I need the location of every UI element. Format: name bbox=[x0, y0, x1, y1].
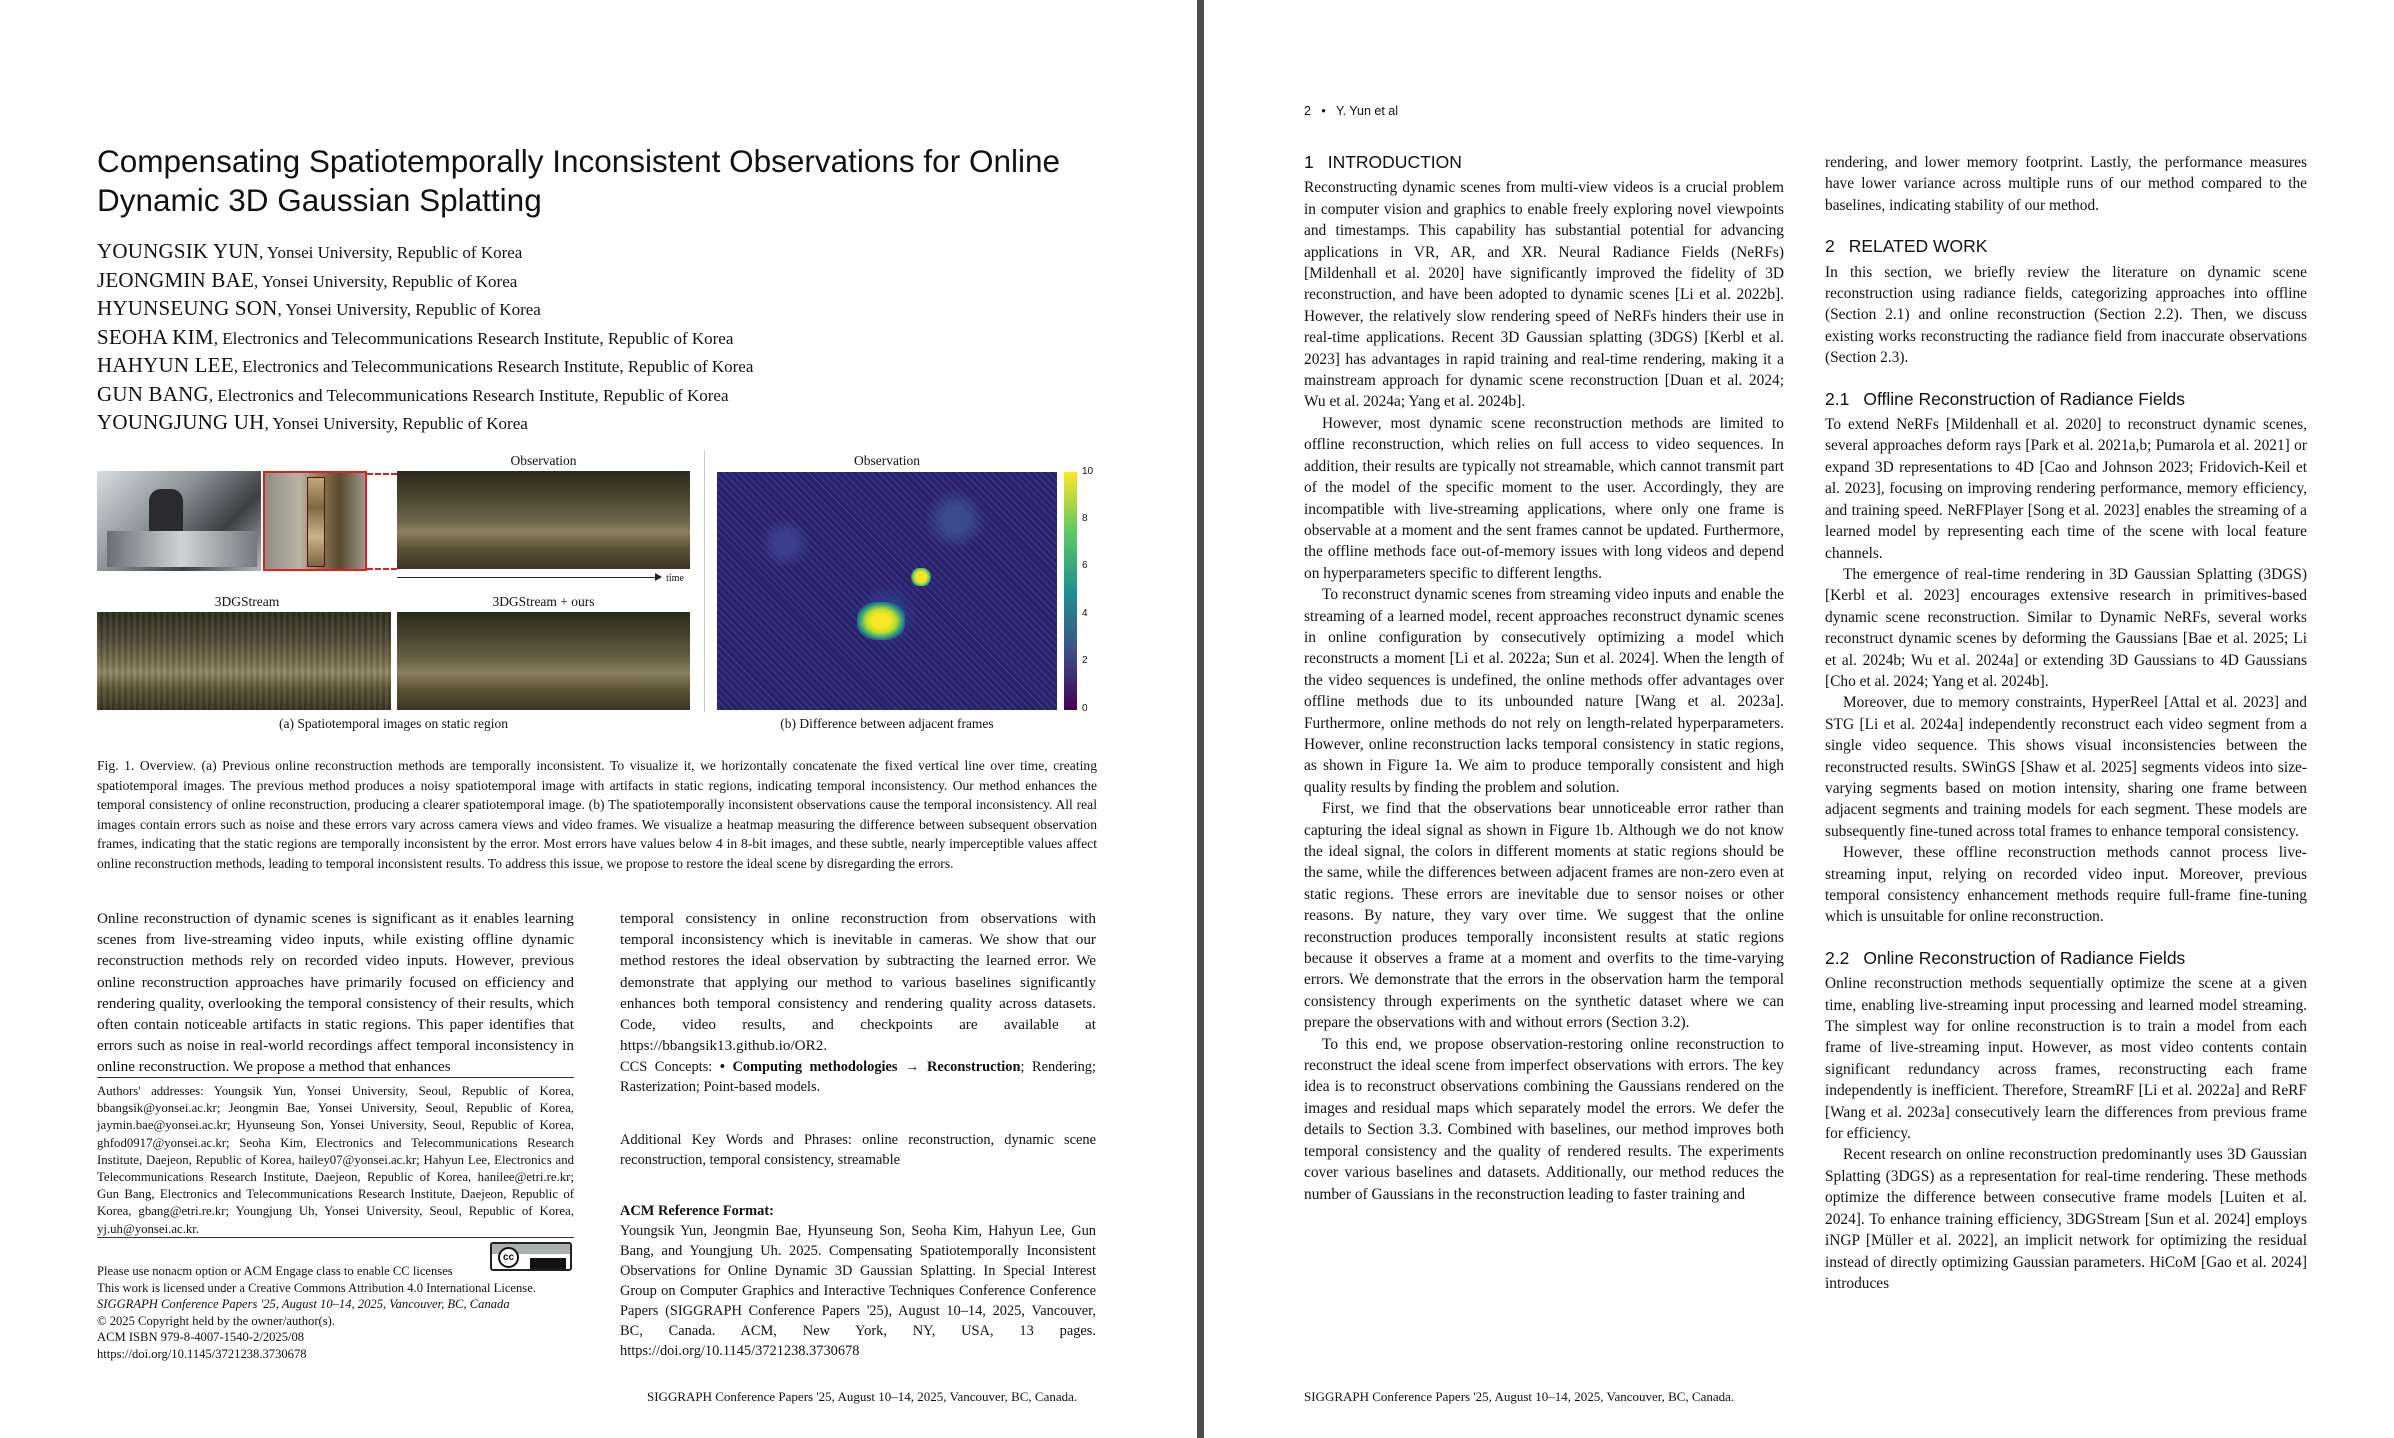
subcaption-a: (a) Spatiotemporal images on static region bbox=[278, 716, 509, 731]
author-entry bbox=[97, 295, 1107, 324]
section-number: 1 bbox=[1304, 152, 1314, 172]
paragraph: Moreover, due to memory constraints, HyperReel [Attal et al. 2023] and STG [Li et al. 2024a] independently reconstruct each video segment from a single video sequence. This shows visual inconsistencies between the reconstructed results. SWinGS [Shaw et al. 2025] segments videos into size-varying segments based on motion intensity, sharing one frame between adjacent segments and training models for each segment. These models are subsequently fine-tuned across total frames to enhance temporal consistency. bbox=[1825, 694, 2307, 840]
paragraph: First, we find that the observations bear unnoticeable error rather than capturing the ideal signal as shown in Figure 1b. Although we do not know the ideal signal, the colors in different moments at static regions should be the same, while the differences between adjacent frames are non-zero even at static regions. These errors are inevitable due to sensor noises or other reasons. By nature, they vary over time. We suggest that the online reconstruction produces temporally inconsistent results at static regions because it observes a frame at a moment and overfits to the time-varying errors. We demonstrate that the errors in the observation harm the temporal consistency through experiments on the synthetic dataset where we can prepare the observations with and without errors (Section 3.2). bbox=[1304, 800, 1784, 1032]
page2-footer: SIGGRAPH Conference Papers '25, August 10–14, 2025, Vancouver, BC, Canada. bbox=[1304, 1389, 1735, 1404]
license-block bbox=[97, 1263, 597, 1363]
running-header: 2 • Y. Yun et al bbox=[1304, 104, 1399, 118]
ccs-label: CCS Concepts: bbox=[620, 1059, 720, 1075]
spacer bbox=[1825, 216, 2307, 236]
section-title: INTRODUCTION bbox=[1327, 152, 1462, 172]
section-number: 2.1 bbox=[1825, 388, 1850, 409]
license-rule bbox=[97, 1237, 574, 1238]
author-entry bbox=[97, 238, 1107, 267]
subsection-heading-2-2 bbox=[1825, 948, 2307, 969]
section-heading-intro bbox=[1304, 152, 1784, 173]
ccs-rest: ; Rendering; Rasterization; Point-based models. bbox=[620, 1059, 1097, 1095]
abstract-right: temporal consistency in online reconstruction from observations with temporal inconsistency which is inevitable in cameras. We show that our method restores the ideal observation by subtracting the learned error. We demonstrate that applying our method to various baselines significantly enhances both temporal consistency and rendering quality across datasets. Code, video results, and checkpoints are available at https://bbangsik13.github.io/OR2. bbox=[620, 910, 1096, 1055]
paragraph: To extend NeRFs [Mildenhall et al. 2020] to reconstruct dynamic scenes, several approaches deform rays [Park et al. 2021a,b; Pumarola et al. 2021] or expand 3D representations to 4D [Cao and Johnson 2023; Fridovich-Keil et al. 2023], focusing on improving rendering performance, memory efficiency, and training speed. NeRFPlayer [Song et al. 2023] enables the streaming of a learned model by representing each time of the scene with local feature channels. bbox=[1825, 416, 2307, 562]
heatmap-highlight bbox=[857, 602, 905, 640]
section-title: RELATED WORK bbox=[1848, 236, 1988, 257]
license-line: This work is licensed under a Creative Commons Attribution 4.0 International License. bbox=[97, 1280, 536, 1295]
author-affiliation: , Electronics and Telecommunications Research Institute, Republic of Korea bbox=[233, 357, 754, 376]
3dgstream-ours-label: 3DGStream + ours bbox=[492, 594, 595, 609]
section-number: 2 bbox=[1825, 236, 1835, 257]
zoom-connector-line bbox=[367, 568, 397, 570]
paragraph: Online reconstruction methods sequentially optimize the scene at a given time, enabling live-streaming input processing and learned model streaming. The simplest way for online reconstruction is to train a model from each frame of live-streaming input. However, as most video contents contain significant redundancy across frames, reconstructing each frame independently is inefficient. Therefore, StreamRF [Li et al. 2022a] and ReRF [Wang et al. 2023a] consecutively learn the differences from previous frame for efficiency. bbox=[1825, 975, 2307, 1143]
author-addresses: Authors' addresses: Youngsik Yun, Yonsei University, Seoul, Republic of Korea, bbangsik@yonsei.ac.kr; Jeongmin Bae, Yonsei University, Seoul, Republic of Korea, jaymin.bae@yonsei.ac.kr; Hyunseung Son, Yonsei University, Seoul, Republic of Korea, ghfod0917@yonsei.ac.kr; Seoha Kim, Electronics and Telecommunications Research Institute, Daejeon, Republic of Korea, hailey07@yonsei.ac.kr; Hahyun Lee, Electronics and Telecommunications Research Institute, Daejeon, Republic of Korea, hanilee@etri.re.kr; Gun Bang, Electronics and Telecommunications Research Institute, Daejeon, Republic of Korea, gbang@etri.re.kr; Youngjung Uh, Yonsei University, Seoul, Republic of Korea, yj.uh@yonsei.ac.kr. bbox=[97, 1084, 574, 1236]
observation-heatmap-label: Observation bbox=[854, 453, 920, 468]
paragraph: However, most dynamic scene reconstruction methods are limited to offline reconstruction, which relies on full access to video sequences. In addition, their results are typically not streamable, which cannot transmit part of the model of the specific moment to the user. Accordingly, they are incompatible with live-streaming applications, where only one frame is observable at a moment and the sent frames cannot be updated. Furthermore, the offline methods face out-of-memory issues with long videos and depend on hyperparameters specific to different lengths. bbox=[1304, 414, 1784, 582]
author-name: HAHYUN LEE bbox=[97, 353, 234, 377]
time-arrow bbox=[397, 577, 659, 578]
paper-title: Compensating Spatiotemporally Inconsistent Observations for Online Dynamic 3D Gaussian Splatting bbox=[97, 143, 1060, 218]
license-line: Please use nonacm option or ACM Engage class to enable CC licenses bbox=[97, 1264, 453, 1278]
author-name: JEONGMIN BAE bbox=[97, 267, 254, 292]
colorbar-tick: 4 bbox=[1082, 608, 1088, 619]
license-line: © 2025 Copyright held by the owner/author(s). bbox=[97, 1313, 335, 1328]
right-column bbox=[1825, 152, 2307, 1294]
section-title: Online Reconstruction of Radiance Fields bbox=[1863, 947, 2186, 968]
page-separator bbox=[1197, 0, 1204, 1438]
author-entry bbox=[97, 409, 1107, 438]
left-column bbox=[1304, 152, 1784, 1205]
paragraph: In this section, we briefly review the literature on dynamic scene reconstruction using radiance fields, categorizing approaches into offline (Section 2.1) and online reconstruction (Section 2.2). Then, we discuss existing works reconstructing the radiance field from inaccurate observations (Section 2.3). bbox=[1825, 263, 2307, 367]
paragraph: rendering, and lower memory footprint. Lastly, the performance measures have lower variance across multiple runs of our method compared to the baselines, indicating stability of our method. bbox=[1825, 154, 2307, 214]
acm-reference: Youngsik Yun, Jeongmin Bae, Hyunseung Son, Seoha Kim, Hahyun Lee, Gun Bang, and Youngjung Uh. 2025. Compensating Spatiotemporally Inconsistent Observations for Online Dynamic 3D Gaussian Splatting. In Special Interest Group on Computer Graphics and Interactive Techniques Conference Conference Papers (SIGGRAPH Conference Papers '25), August 10–14, 2025, Vancouver, BC, Canada. ACM, New York, NY, USA, 13 pages. https://doi.org/10.1145/3721238.3730678 bbox=[620, 1223, 1096, 1359]
scene-photo bbox=[97, 471, 261, 571]
colorbar-tick: 10 bbox=[1082, 466, 1094, 477]
spacer bbox=[1825, 369, 2307, 389]
author-entry bbox=[97, 381, 1107, 410]
author-name: SEOHA KIM bbox=[97, 324, 214, 349]
3dgstream-spatiotemporal-image bbox=[97, 612, 391, 710]
subcaption-b: (b) Difference between adjacent frames bbox=[780, 716, 994, 731]
author-entry bbox=[97, 267, 1107, 296]
observation-label: Observation bbox=[510, 453, 577, 468]
section-heading-related bbox=[1825, 236, 2307, 257]
time-label: time bbox=[666, 573, 684, 584]
paragraph: To this end, we propose observation-restoring online reconstruction to reconstruct the ideal scene from imperfect observations with errors. The key idea is to reconstruct observations combining the Gaussians rendered on the images and residual maps which separately model the errors. We defer the details to Section 3.3. Combined with baselines, our method improves both temporal consistency and the quality of rendered results. The experiments cover various baselines and datasets. Additionally, our method reduces the number of Gaussians in the reconstruction leading to faster training and bbox=[1304, 1035, 1784, 1203]
author-affiliation: , Electronics and Telecommunications Research Institute, Republic of Korea bbox=[208, 385, 729, 405]
figure-caption: Fig. 1. Overview. (a) Previous online reconstruction methods are temporally inconsistent. To visualize it, we horizontally concatenate the fixed vertical line over time, creating spatiotemporal images. The previous method produces a noisy spatiotemporal image with artifacts in static regions, indicating temporal inconsistency. Our method enhances the temporal consistency of online reconstruction, producing a clearer spatiotemporal image. (b) The spatiotemporally inconsistent observations cause the temporal inconsistency. All real images contain errors such as noise and these errors vary across camera views and video frames. We visualize a heatmap measuring the difference between subsequent observation frames, indicating that the static regions are temporally inconsistent by the error. Most errors have values below 4 in 8-bit images, and these subtle, nearly imperceptible values affect online reconstruction methods, leading to temporal inconsistent results. To address this issue, we propose to restore the ideal scene by disregarding the errors. bbox=[97, 758, 1097, 871]
author-list bbox=[97, 238, 1107, 438]
abstract-left: Online reconstruction of dynamic scenes is significant as it enables learning scenes from live-streaming video inputs, while existing offline dynamic reconstruction methods rely on recorded video inputs. However, previous online reconstruction approaches have primarily focused on efficiency and rendering quality, overlooking the temporal consistency of their results, which often contain noticeable artifacts in static regions. This paper identifies that errors such as noise in real-world recordings affect temporal inconsistency in online reconstruction. We propose a method that enhances bbox=[97, 910, 574, 1076]
paragraph: Reconstructing dynamic scenes from multi-view videos is a crucial problem in computer vision and graphics to enable freely exploring novel viewpoints and timestamps. This capability has substantial potential for advancing applications in VR, AR, and XR. Neural Radiance Fields (NeRFs) [Mildenhall et al. 2020] have significantly improved the fidelity of 3D reconstruction, and have been adopted to dynamic scenes [Li et al. 2022b]. However, the relatively slow rendering speed of NeRFs hinders their use in real-time applications. Recent 3D Gaussian splatting (3DGS) [Kerbl et al. 2023] has advantages in rapid training and real-time rendering, making it a mainstream approach for dynamic scene reconstruction [Duan et al. 2024; Wu et al. 2024a; Yang et al. 2024b]. bbox=[1304, 179, 1784, 411]
author-affiliation: , Yonsei University, Republic of Korea bbox=[259, 243, 523, 262]
author-entry bbox=[97, 352, 1107, 381]
author-affiliation: , Electronics and Telecommunications Research Institute, Republic of Korea bbox=[213, 328, 734, 348]
3dgstream-label: 3DGStream bbox=[214, 594, 280, 609]
difference-heatmap bbox=[717, 472, 1057, 710]
paragraph: To reconstruct dynamic scenes from streaming video inputs and enable the streaming of a learned model, recent approaches reconstruct dynamic scenes in online configuration by consecutively optimizing a model which reconstructs a moment [Li et al. 2022a; Sun et al. 2024]. When the length of the video sequences is undefined, the online methods offer advantages over offline methods due to its unbounded nature [Wang et al. 2023a]. Furthermore, online methods do not rely on length-related hyperparameters. However, online reconstruction lacks temporal consistency in static regions, as shown in Figure 1a. We aim to produce temporally consistent and high quality results by finding the problem and solution. bbox=[1304, 586, 1784, 796]
spacer bbox=[1825, 928, 2307, 948]
paragraph: Recent research on online reconstruction predominantly uses 3D Gaussian Splatting (3DGS) as a representation for real-time rendering. These methods optimize the difference between consecutive frame models [Luiten et al. 2024]. To enhance training efficiency, 3DGStream [Sun et al. 2024] employs iNGP [Müller et al. 2022], an implicit network for optimizing the residual instead of directly optimizing Gaussian parameters. HiCoM [Gao et al. 2024] introduces bbox=[1825, 1146, 2307, 1292]
figure-divider bbox=[704, 450, 705, 712]
license-line: ACM ISBN 979-8-4007-1540-2/2025/08 bbox=[97, 1330, 305, 1345]
section-number: 2.2 bbox=[1825, 947, 1850, 968]
colorbar-tick: 6 bbox=[1082, 560, 1088, 571]
author-affiliation: , Yonsei University, Republic of Korea bbox=[277, 300, 541, 319]
3dgstream-ours-spatiotemporal-image bbox=[397, 612, 690, 710]
author-name: YOUNGSIK YUN bbox=[97, 239, 260, 263]
ccs-bold: • Computing methodologies → Reconstruction bbox=[719, 1059, 1021, 1075]
paragraph: The emergence of real-time rendering in 3D Gaussian Splatting (3DGS) [Kerbl et al. 2023] encourages extensive research in primitives-based dynamic scene reconstruction. Similar to Dynamic NeRFs, several works reconstruct dynamic scenes by deforming the Gaussians [Bae et al. 2025; Li et al. 2024b; Wu et al. 2024a] or extending 3D Gaussians to 4D Gaussians [Cho et al. 2024; Yang et al. 2024b]. bbox=[1825, 565, 2307, 690]
observation-spatiotemporal-image bbox=[397, 471, 690, 569]
author-affiliation: , Yonsei University, Republic of Korea bbox=[264, 414, 528, 433]
keywords: Additional Key Words and Phrases: online reconstruction, dynamic scene reconstruction, temporal consistency, streamable bbox=[620, 1132, 1096, 1168]
acm-reference-title: ACM Reference Format: bbox=[620, 1203, 774, 1219]
colorbar-tick: 2 bbox=[1082, 655, 1088, 666]
license-line: SIGGRAPH Conference Papers '25, August 10–14, 2025, Vancouver, BC, Canada bbox=[97, 1297, 510, 1312]
author-entry bbox=[97, 324, 1107, 353]
colorbar-tick: 8 bbox=[1082, 513, 1088, 524]
author-name: GUN BANG bbox=[97, 381, 209, 406]
footnote-rule bbox=[97, 1077, 574, 1078]
author-affiliation: , Yonsei University, Republic of Korea bbox=[253, 271, 518, 291]
heatmap-highlight bbox=[910, 568, 932, 586]
paragraph: However, these offline reconstruction methods cannot process live-streaming input, relying on recorded video input. Moreover, previous temporal consistency enhancement methods require full-frame fine-tuning which is unsuitable for online reconstruction. bbox=[1825, 844, 2307, 926]
license-line: https://doi.org/10.1145/3721238.3730678 bbox=[97, 1346, 307, 1361]
heatmap-colorbar bbox=[1064, 472, 1077, 710]
zoom-crop bbox=[263, 471, 367, 571]
colorbar-tick: 0 bbox=[1082, 703, 1088, 714]
ccs-concepts bbox=[620, 1057, 1096, 1097]
subsection-heading-2-1 bbox=[1825, 389, 2307, 410]
page1-footer: SIGGRAPH Conference Papers '25, August 10–14, 2025, Vancouver, BC, Canada. bbox=[647, 1389, 1078, 1404]
paper-page-2 bbox=[1204, 0, 2394, 1438]
section-title: Offline Reconstruction of Radiance Fields bbox=[1863, 388, 2185, 409]
author-name: HYUNSEUNG SON bbox=[97, 296, 278, 320]
cc-by-badge: cc bbox=[490, 1242, 572, 1271]
zoom-connector-line bbox=[367, 473, 397, 475]
author-name: YOUNGJUNG UH bbox=[97, 410, 265, 434]
